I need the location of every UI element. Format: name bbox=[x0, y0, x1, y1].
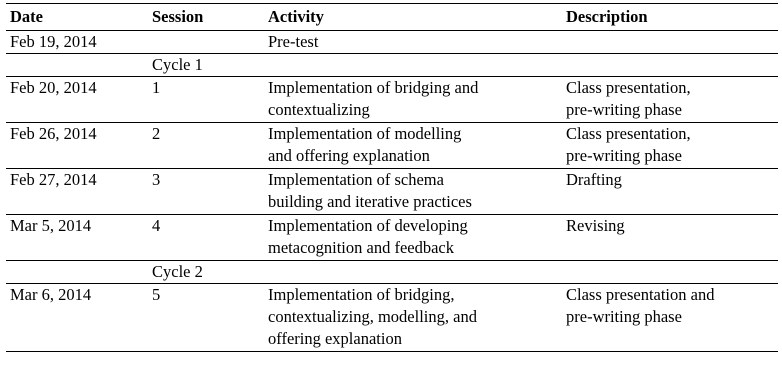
activity-line: and offering explanation bbox=[268, 146, 430, 165]
cell-activity bbox=[264, 215, 562, 261]
header-activity: Activity bbox=[264, 4, 562, 31]
cell-date: Feb 20, 2014 bbox=[6, 77, 148, 123]
cycle-label: Cycle 2 bbox=[148, 261, 264, 284]
header-date: Date bbox=[6, 4, 148, 31]
table-row bbox=[6, 123, 778, 169]
cell-date: Feb 27, 2014 bbox=[6, 169, 148, 215]
activity-line: Implementation of bridging, bbox=[268, 285, 455, 304]
cell-session: 3 bbox=[148, 169, 264, 215]
cell-date: Feb 19, 2014 bbox=[6, 31, 148, 54]
description-line: pre-writing phase bbox=[566, 146, 682, 165]
header-row bbox=[6, 4, 778, 31]
table-row bbox=[6, 169, 778, 215]
cell-description bbox=[562, 123, 778, 169]
cell-description bbox=[562, 54, 778, 77]
activity-line: contextualizing bbox=[268, 100, 370, 119]
cycle-row bbox=[6, 261, 778, 284]
cell-activity bbox=[264, 284, 562, 352]
cycle-label: Cycle 1 bbox=[148, 54, 264, 77]
cell-date bbox=[6, 261, 148, 284]
cell-date: Mar 6, 2014 bbox=[6, 284, 148, 352]
cell-description bbox=[562, 31, 778, 54]
header-description: Description bbox=[562, 4, 778, 31]
activity-line: contextualizing, modelling, and bbox=[268, 307, 477, 326]
cell-session: 4 bbox=[148, 215, 264, 261]
cell-activity bbox=[264, 31, 562, 54]
description-line: Class presentation and bbox=[566, 285, 715, 304]
table-row bbox=[6, 284, 778, 352]
cell-description bbox=[562, 77, 778, 123]
cell-date bbox=[6, 54, 148, 77]
description-line: Class presentation, bbox=[566, 124, 691, 143]
activity-line: Pre-test bbox=[268, 32, 319, 51]
cell-activity bbox=[264, 261, 562, 284]
cell-activity bbox=[264, 169, 562, 215]
table-row bbox=[6, 215, 778, 261]
description-line: pre-writing phase bbox=[566, 307, 682, 326]
header-session: Session bbox=[148, 4, 264, 31]
cell-description bbox=[562, 261, 778, 284]
description-line: Drafting bbox=[566, 170, 622, 189]
cell-description bbox=[562, 215, 778, 261]
activity-line: Implementation of developing bbox=[268, 216, 468, 235]
cell-session: 1 bbox=[148, 77, 264, 123]
cell-activity bbox=[264, 123, 562, 169]
schedule-table bbox=[6, 3, 778, 352]
activity-line: Implementation of modelling bbox=[268, 124, 462, 143]
cell-date: Feb 26, 2014 bbox=[6, 123, 148, 169]
activity-line: Implementation of schema bbox=[268, 170, 444, 189]
description-line: Revising bbox=[566, 216, 625, 235]
cell-date: Mar 5, 2014 bbox=[6, 215, 148, 261]
cell-activity bbox=[264, 54, 562, 77]
activity-line: offering explanation bbox=[268, 329, 402, 348]
cycle-row bbox=[6, 54, 778, 77]
table-row bbox=[6, 31, 778, 54]
activity-line: metacognition and feedback bbox=[268, 238, 455, 257]
cell-description bbox=[562, 169, 778, 215]
activity-line: building and iterative practices bbox=[268, 192, 472, 211]
cell-session: 5 bbox=[148, 284, 264, 352]
activity-line: Implementation of bridging and bbox=[268, 78, 479, 97]
cell-activity bbox=[264, 77, 562, 123]
description-line: pre-writing phase bbox=[566, 100, 682, 119]
cell-description bbox=[562, 284, 778, 352]
cell-session bbox=[148, 31, 264, 54]
table-row bbox=[6, 77, 778, 123]
cell-session: 2 bbox=[148, 123, 264, 169]
description-line: Class presentation, bbox=[566, 78, 691, 97]
